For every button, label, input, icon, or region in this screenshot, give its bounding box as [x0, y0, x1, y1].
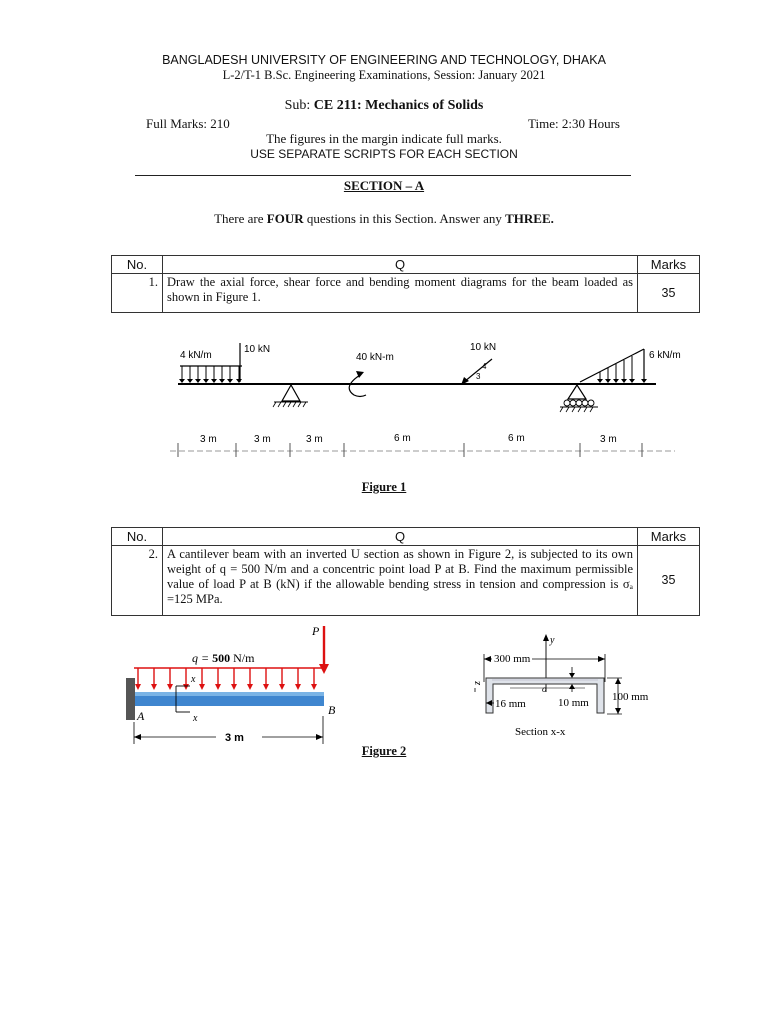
label-a: A [137, 709, 145, 723]
subject-prefix: Sub: [284, 98, 314, 113]
x-mark-top: x [191, 674, 196, 685]
university-name: BANGLADESH UNIVERSITY OF ENGINEERING AND TECHNOLOGY, DHAKA [162, 53, 606, 67]
fixed-wall [126, 678, 135, 720]
figure-2-caption: Figure 2 [361, 744, 407, 758]
header-no: No. [112, 256, 163, 274]
time-allowed: Time: 2:30 Hours [528, 116, 620, 131]
instr-text-1: There are [214, 211, 267, 226]
subject-title: CE 211: Mechanics of Solids [313, 98, 484, 113]
udl-arrows [138, 668, 314, 686]
centroid-label: o [542, 684, 547, 694]
width-label: 300 mm [494, 653, 531, 665]
thickness-16-label: 16 mm [495, 698, 526, 710]
y-label: y [550, 635, 555, 646]
thickness-10-label: 10 mm [558, 697, 589, 709]
question-text: Draw the axial force, shear force and bending moment diagrams for the beam loaded as shown in Figure 1. [163, 274, 638, 313]
udl-label: 4 kN/m [180, 350, 212, 361]
height-label: 100 mm [612, 691, 649, 703]
point-load-1-label: 10 kN [244, 344, 271, 355]
figure-1-diagram [160, 335, 700, 465]
dim-label-2: 3 m [254, 434, 271, 445]
figure-1-caption: Figure 1 [361, 480, 407, 494]
subject-line [0, 98, 768, 114]
span-label: 3 m [225, 732, 244, 744]
point-load-2-label: 10 kN [470, 342, 497, 353]
moment-arc [349, 375, 366, 397]
question-2-table [111, 527, 700, 616]
section-title: SECTION – A [343, 178, 425, 193]
pin-support [282, 385, 300, 401]
dim-label-5: 6 m [508, 433, 525, 444]
dim-label-4: 6 m [394, 433, 411, 444]
triangular-load-label: 6 kN/m [649, 350, 681, 361]
header-q: Q [163, 528, 638, 546]
dim-label-3: 3 m [306, 434, 323, 445]
triangular-load-line [580, 349, 644, 382]
moment-label: 40 kN-m [356, 352, 394, 363]
z-label: z [472, 681, 483, 685]
figure-2-cantilever [120, 620, 350, 760]
exam-session: L-2/T-1 B.Sc. Engineering Examinations, Session: January 2021 [222, 68, 546, 82]
section-instructions [0, 211, 768, 227]
roller-support [568, 385, 586, 399]
instr-text-2: questions in this Section. Answer any [303, 211, 506, 226]
question-text: A cantilever beam with an inverted U section as shown in Figure 2, is subjected to its own weight of q = 500 N/m and a concentric point load P at B. Find the maximum permissible value of load P at B (kN) if the allowable bending stress in tension and compression is σₐ =125 MPa. [163, 546, 638, 616]
label-b: B [328, 703, 336, 717]
header-marks: Marks [638, 256, 700, 274]
slope-3: 3 [476, 372, 481, 381]
full-marks: Full Marks: 210 [146, 116, 230, 131]
margin-note: The figures in the margin indicate full marks. [266, 131, 502, 146]
dim-label-6: 3 m [600, 434, 617, 445]
x-mark-bottom: x [193, 713, 198, 724]
header-q: Q [163, 256, 638, 274]
scripts-note: USE SEPARATE SCRIPTS FOR EACH SECTION [250, 147, 518, 161]
question-number: 2. [112, 546, 163, 616]
q-label: q = 500 N/m [192, 651, 255, 665]
header-no: No. [112, 528, 163, 546]
header-divider [135, 175, 631, 176]
question-marks: 35 [638, 546, 700, 616]
header-marks: Marks [638, 528, 700, 546]
instr-four: FOUR [266, 211, 304, 226]
question-1-table [111, 255, 700, 313]
instr-three: THREE. [505, 211, 554, 226]
p-label: P [312, 624, 320, 638]
question-marks: 35 [638, 274, 700, 313]
slope-4: 4 [482, 362, 487, 371]
section-caption: Section x-x [515, 726, 566, 738]
dim-label-1: 3 m [200, 434, 217, 445]
figure-2-section [470, 630, 670, 745]
question-number: 1. [112, 274, 163, 313]
